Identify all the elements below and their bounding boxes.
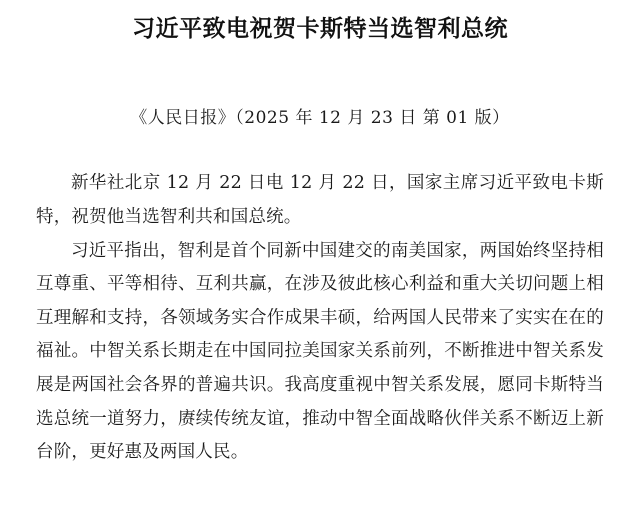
article-paragraph: 新华社北京 12 月 22 日电 12 月 22 日，国家主席习近平致电卡斯特，祝贺他当选智利共和国总统。 (36, 173, 604, 227)
article-paragraph: 习近平指出，智利是首个同新中国建交的南美国家，两国始终坚持相互尊重、平等相待、互利共赢，在涉及彼此核心利益和重大关切问题上相互理解和支持，各领域务实合作成果丰硕，给两国人民带来了实实在在的福祉。中智关系长期走在中国同拉美国家关系前列，不断推进中智关系发展是两国社会各界的普遍共识。我高度重视中智关系发展，愿同卡斯特当选总统一道努力，赓续传统友谊，推动中智全面战略伙伴关系不断迈上新台阶，更好惠及两国人民。 (36, 240, 604, 463)
article-body (36, 167, 604, 469)
document-page (0, 14, 640, 521)
page-title: 习近平致电祝贺卡斯特当选智利总统 (132, 15, 508, 42)
publication-source-line: 《人民日报》（2025 年 12 月 23 日 第 01 版） (130, 107, 510, 128)
